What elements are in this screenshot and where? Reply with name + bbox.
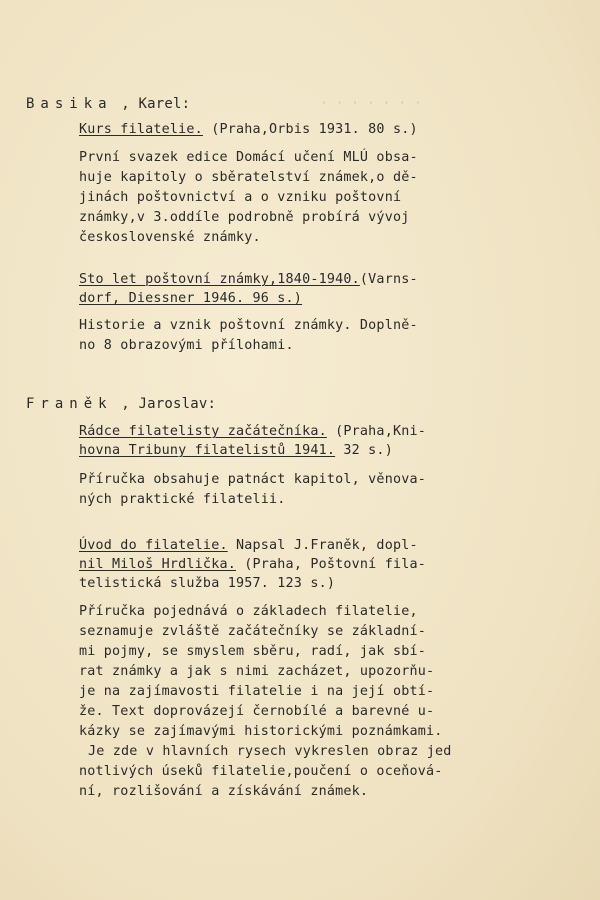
work-publication-underlined: nil Miloš Hrdlička. (79, 557, 236, 572)
author-given-name: , Jaroslav: (112, 396, 217, 412)
work-publication-rest: 32 s.) (335, 443, 393, 458)
work-description-line: notlivých úseků filatelie,poučení o oceňová- (79, 764, 443, 779)
work-description-line: je na zajímavosti filatelie i na její obtí- (79, 684, 435, 699)
work-citation-cont: telistická služba 1957. 123 s.) (79, 576, 336, 591)
work-description-line: československé známky. (79, 230, 261, 245)
work-description-line: rat známky a jak s nimi zacházet, upozorňu- (79, 664, 435, 679)
work-title: Kurs filatelie. (79, 122, 203, 137)
author-surname: Franěk (26, 396, 113, 412)
work-citation (79, 424, 426, 439)
author-heading (26, 96, 190, 112)
work-citation-cont (79, 443, 393, 458)
work-citation-cont (79, 557, 426, 572)
work-description-line: ných praktické filatelii. (79, 492, 286, 507)
work-citation (79, 272, 418, 287)
work-description-line: Příručka obsahuje patnáct kapitol, věnova- (79, 472, 426, 487)
work-description-line: seznamuje zvláště začátečníky se základní- (79, 624, 426, 639)
work-publication-rest: (Praha, Poštovní fila- (235, 557, 427, 572)
work-publication: Napsal J.Franěk, dopl- (227, 538, 418, 553)
work-publication: (Praha,Kni- (326, 424, 427, 439)
work-description-line: Historie a vznik poštovní známky. Doplně- (79, 318, 418, 333)
work-description-line: Příručka pojednává o základech filatelie, (79, 604, 418, 619)
work-citation (79, 538, 418, 553)
work-description-line: huje kapitoly o sběratelství známek,o dě- (79, 170, 418, 185)
work-description-line: jinách poštovnictví a o vzniku poštovní (79, 190, 402, 205)
author-surname: Basika (26, 96, 113, 112)
work-description-line: ní, rozlišování a získávání známek. (79, 784, 369, 799)
work-publication: (Praha,Orbis 1931. 80 s.) (202, 122, 418, 137)
work-citation (79, 122, 418, 137)
work-description-line: známky,v 3.oddíle podrobně probírá vývoj (79, 210, 410, 225)
work-publication: (Varns- (359, 272, 418, 287)
work-description-line: mi pojmy, se smyslem sběru, radí, jak sbí- (79, 644, 426, 659)
work-description-line: První svazek edice Domácí učení MLÚ obsa- (79, 150, 418, 165)
work-title: Sto let poštovní známky,1840-1940. (79, 272, 360, 287)
author-given-name: , Karel: (112, 96, 191, 112)
work-title: Rádce filatelisty začátečníka. (79, 424, 327, 439)
work-description-line: Je zde v hlavních rysech vykreslen obraz jed (88, 744, 452, 759)
work-title: Úvod do filatelie. (79, 538, 228, 553)
work-description-line: kázky se zajímavými historickými poznámkami. (79, 724, 443, 739)
work-description-line: no 8 obrazovými přílohami. (79, 338, 294, 353)
bleed-through-text: · · · · · · · (320, 96, 422, 111)
author-heading (26, 396, 216, 412)
work-description-line: že. Text doprovázejí černobílé a barevné u- (79, 704, 435, 719)
work-publication-underlined: hovna Tribuny filatelistů 1941. (79, 443, 336, 458)
work-citation-cont: dorf, Diessner 1946. 96 s.) (79, 291, 303, 306)
